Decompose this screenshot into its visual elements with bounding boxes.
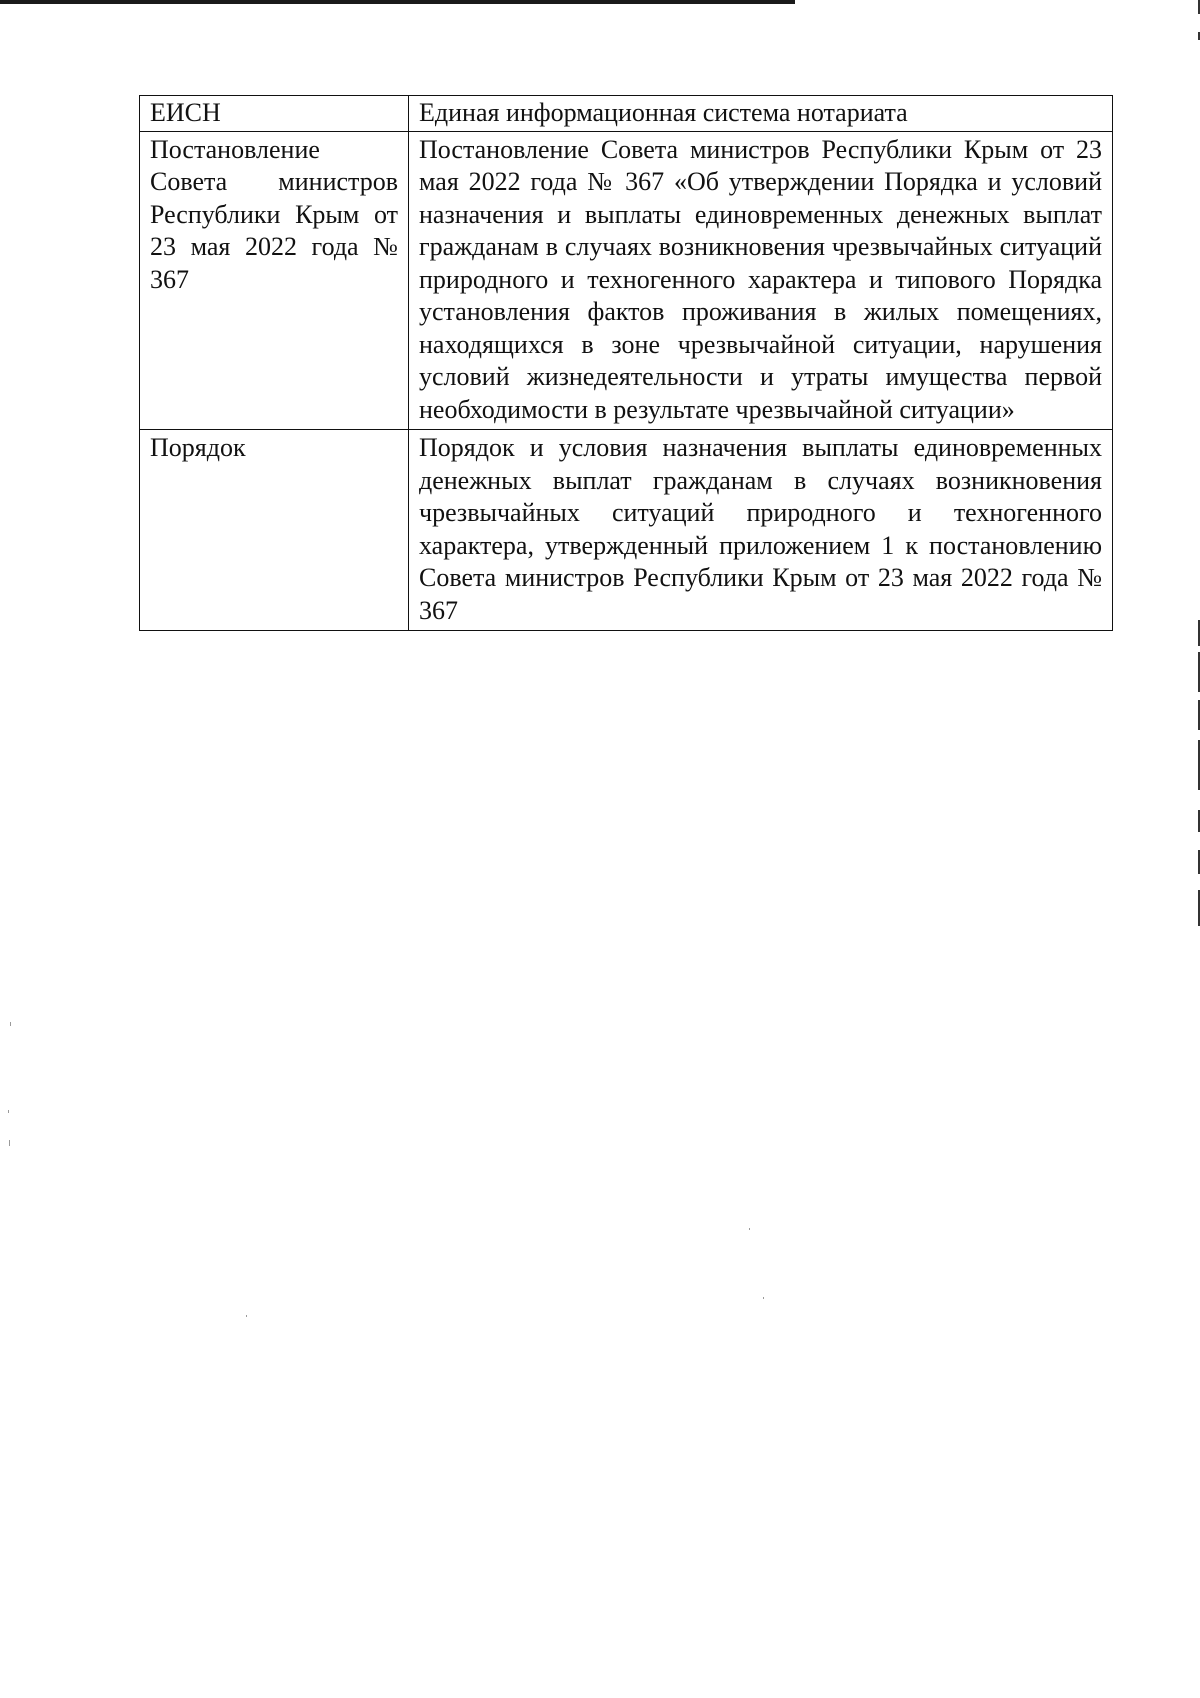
scan-speck xyxy=(8,1110,9,1113)
scan-speck xyxy=(763,1297,764,1299)
term-cell: Порядок xyxy=(140,430,409,631)
definitions-table xyxy=(139,95,1113,631)
table-row xyxy=(140,131,1113,430)
scan-speck xyxy=(749,1228,750,1230)
definition-cell: Единая информационная система нотариата xyxy=(409,96,1113,132)
definition-cell: Порядок и условия назначения выплаты единовременных денежных выплат гражданам в случаях возникновения чрезвычайных ситуаций природного и техногенного характера, утвержденный приложением 1 к постановлению Совета министров Республики Крым от 23 мая 2022 года № 367 xyxy=(409,430,1113,631)
scan-speck xyxy=(9,1140,10,1146)
scan-edge-shadow xyxy=(0,0,795,4)
definition-cell: Постановление Совета министров Республики Крым от 23 мая 2022 года № 367 «Об утверждении Порядка и условий назначения и выплаты единовременных денежных выплат гражданам в случаях возникновения чрезвычайных ситуаций природного и техногенного характера и типового Порядка установления фактов проживания в жилых помещениях, находящихся в зоне чрезвычайной ситуации, нарушения условий жизнедеятельности и утраты имущества первой необходимости в результате чрезвычайной ситуации» xyxy=(409,131,1113,430)
term-cell: Постановление Совета министров Республики Крым от 23 мая 2022 года № 367 xyxy=(140,131,409,430)
table-row xyxy=(140,430,1113,631)
table-row xyxy=(140,96,1113,132)
scan-speck xyxy=(246,1315,247,1317)
term-cell: ЕИСН xyxy=(140,96,409,132)
scan-speck xyxy=(10,1022,11,1026)
